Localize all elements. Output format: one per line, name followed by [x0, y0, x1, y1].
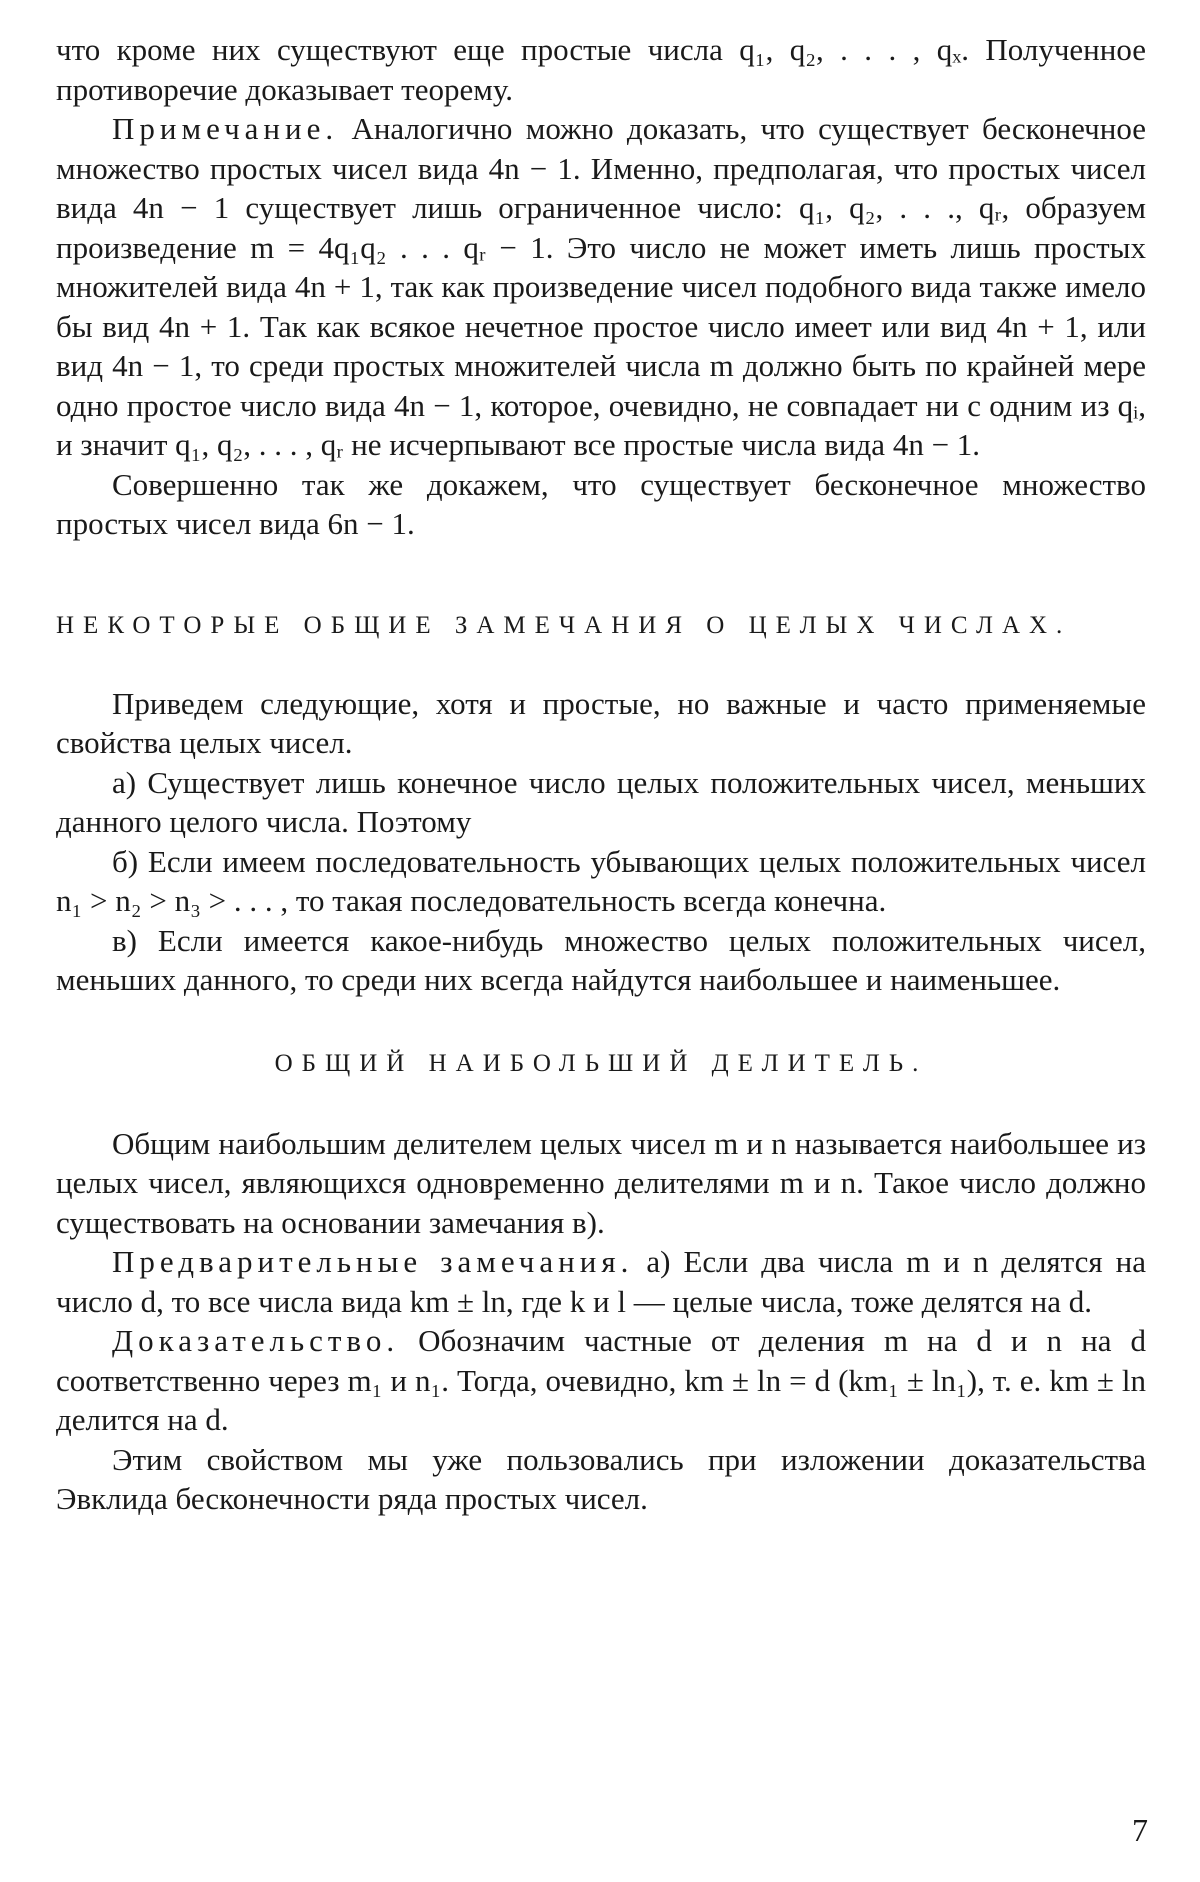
list-item-a: а) Существует лишь конечное число целых положительных чисел, меньших данного целого числа. Поэтому: [56, 764, 1146, 839]
page-number: 7: [1132, 1812, 1148, 1848]
paragraph-preliminary: [56, 1242, 1146, 1321]
list-item-b: б) Если имеем последовательность убывающих целых положительных чисел n₁ > n₂ > n₃ > . . . , то такая последовательность всегда конечна.: [56, 843, 1146, 918]
proof-lead: Доказательство.: [112, 1323, 400, 1358]
paragraph-gcd-definition: Общим наибольшим делителем целых чисел m и n называется наибольшее из целых чисел, являющихся одновременно делителями m и n. Такое число должно существовать на основании замечания в).: [56, 1125, 1146, 1240]
paragraph-intro: Приведем следующие, хотя и простые, но важные и часто применяемые свойства целых чисел.: [56, 685, 1146, 760]
paragraph-proof: [56, 1321, 1146, 1440]
preliminary-text: а) Если два числа m и n делятся на число d, то все числа вида km ± ln, где k и l — целые числа, тоже делятся на d.: [56, 1244, 1146, 1319]
paragraph-closing: Этим свойством мы уже пользовались при изложении доказательства Эвклида бесконечности ряда простых чисел.: [56, 1441, 1146, 1516]
page-body: [56, 30, 1146, 1519]
note-lead: Примечание.: [112, 111, 339, 146]
paragraph-theorem-end: что кроме них существуют еще простые числа q₁, q₂, . . . , qₓ. Полученное противоречие доказывает теорему.: [56, 32, 1146, 107]
paragraph-note: [56, 109, 1146, 465]
proof-text: Обозначим частные от деления m на d и n на d соответственно через m₁ и n₁. Тогда, очевидно, km ± ln = d (km₁ ± ln₁), т. е. km ± ln делится на d.: [56, 1323, 1146, 1437]
paragraph-6n: Совершенно так же докажем, что существует бесконечное множество простых чисел вида 6n − 1.: [56, 466, 1146, 541]
section-heading-gcd: ОБЩИЙ НАИБОЛЬШИЙ ДЕЛИТЕЛЬ.: [274, 1049, 928, 1077]
preliminary-lead: Предварительные замечания.: [112, 1244, 634, 1279]
section-heading-general-remarks: НЕКОТОРЫЕ ОБЩИЕ ЗАМЕЧАНИЯ О ЦЕЛЫХ ЧИСЛАХ.: [56, 611, 1072, 639]
note-text: Аналогично можно доказать, что существует бесконечное множество простых чисел вида 4n − 1. Именно, предполагая, что простых чисел вида 4n − 1 существует лишь ограниченное число: q₁, q₂, . . ., qᵣ, образуем произведение m = 4q₁q₂ . . . qᵣ − 1. Это число не может иметь лишь простых множителей вида 4n + 1, так как произведение чисел подобного вида также имело бы вид 4n + 1. Так как всякое нечетное простое число имеет или вид 4n + 1, или вид 4n − 1, то среди простых множителей числа m должно быть по крайней мере одно простое число вида 4n − 1, которое, очевидно, не совпадает ни с одним из qᵢ, и значит q₁, q₂, . . . , qᵣ не исчерпывают все простые числа вида 4n − 1.: [56, 111, 1146, 462]
list-item-v: в) Если имеется какое-нибудь множество целых положительных чисел, меньших данного, то среди них всегда найдутся наибольшее и наименьшее.: [56, 922, 1146, 997]
